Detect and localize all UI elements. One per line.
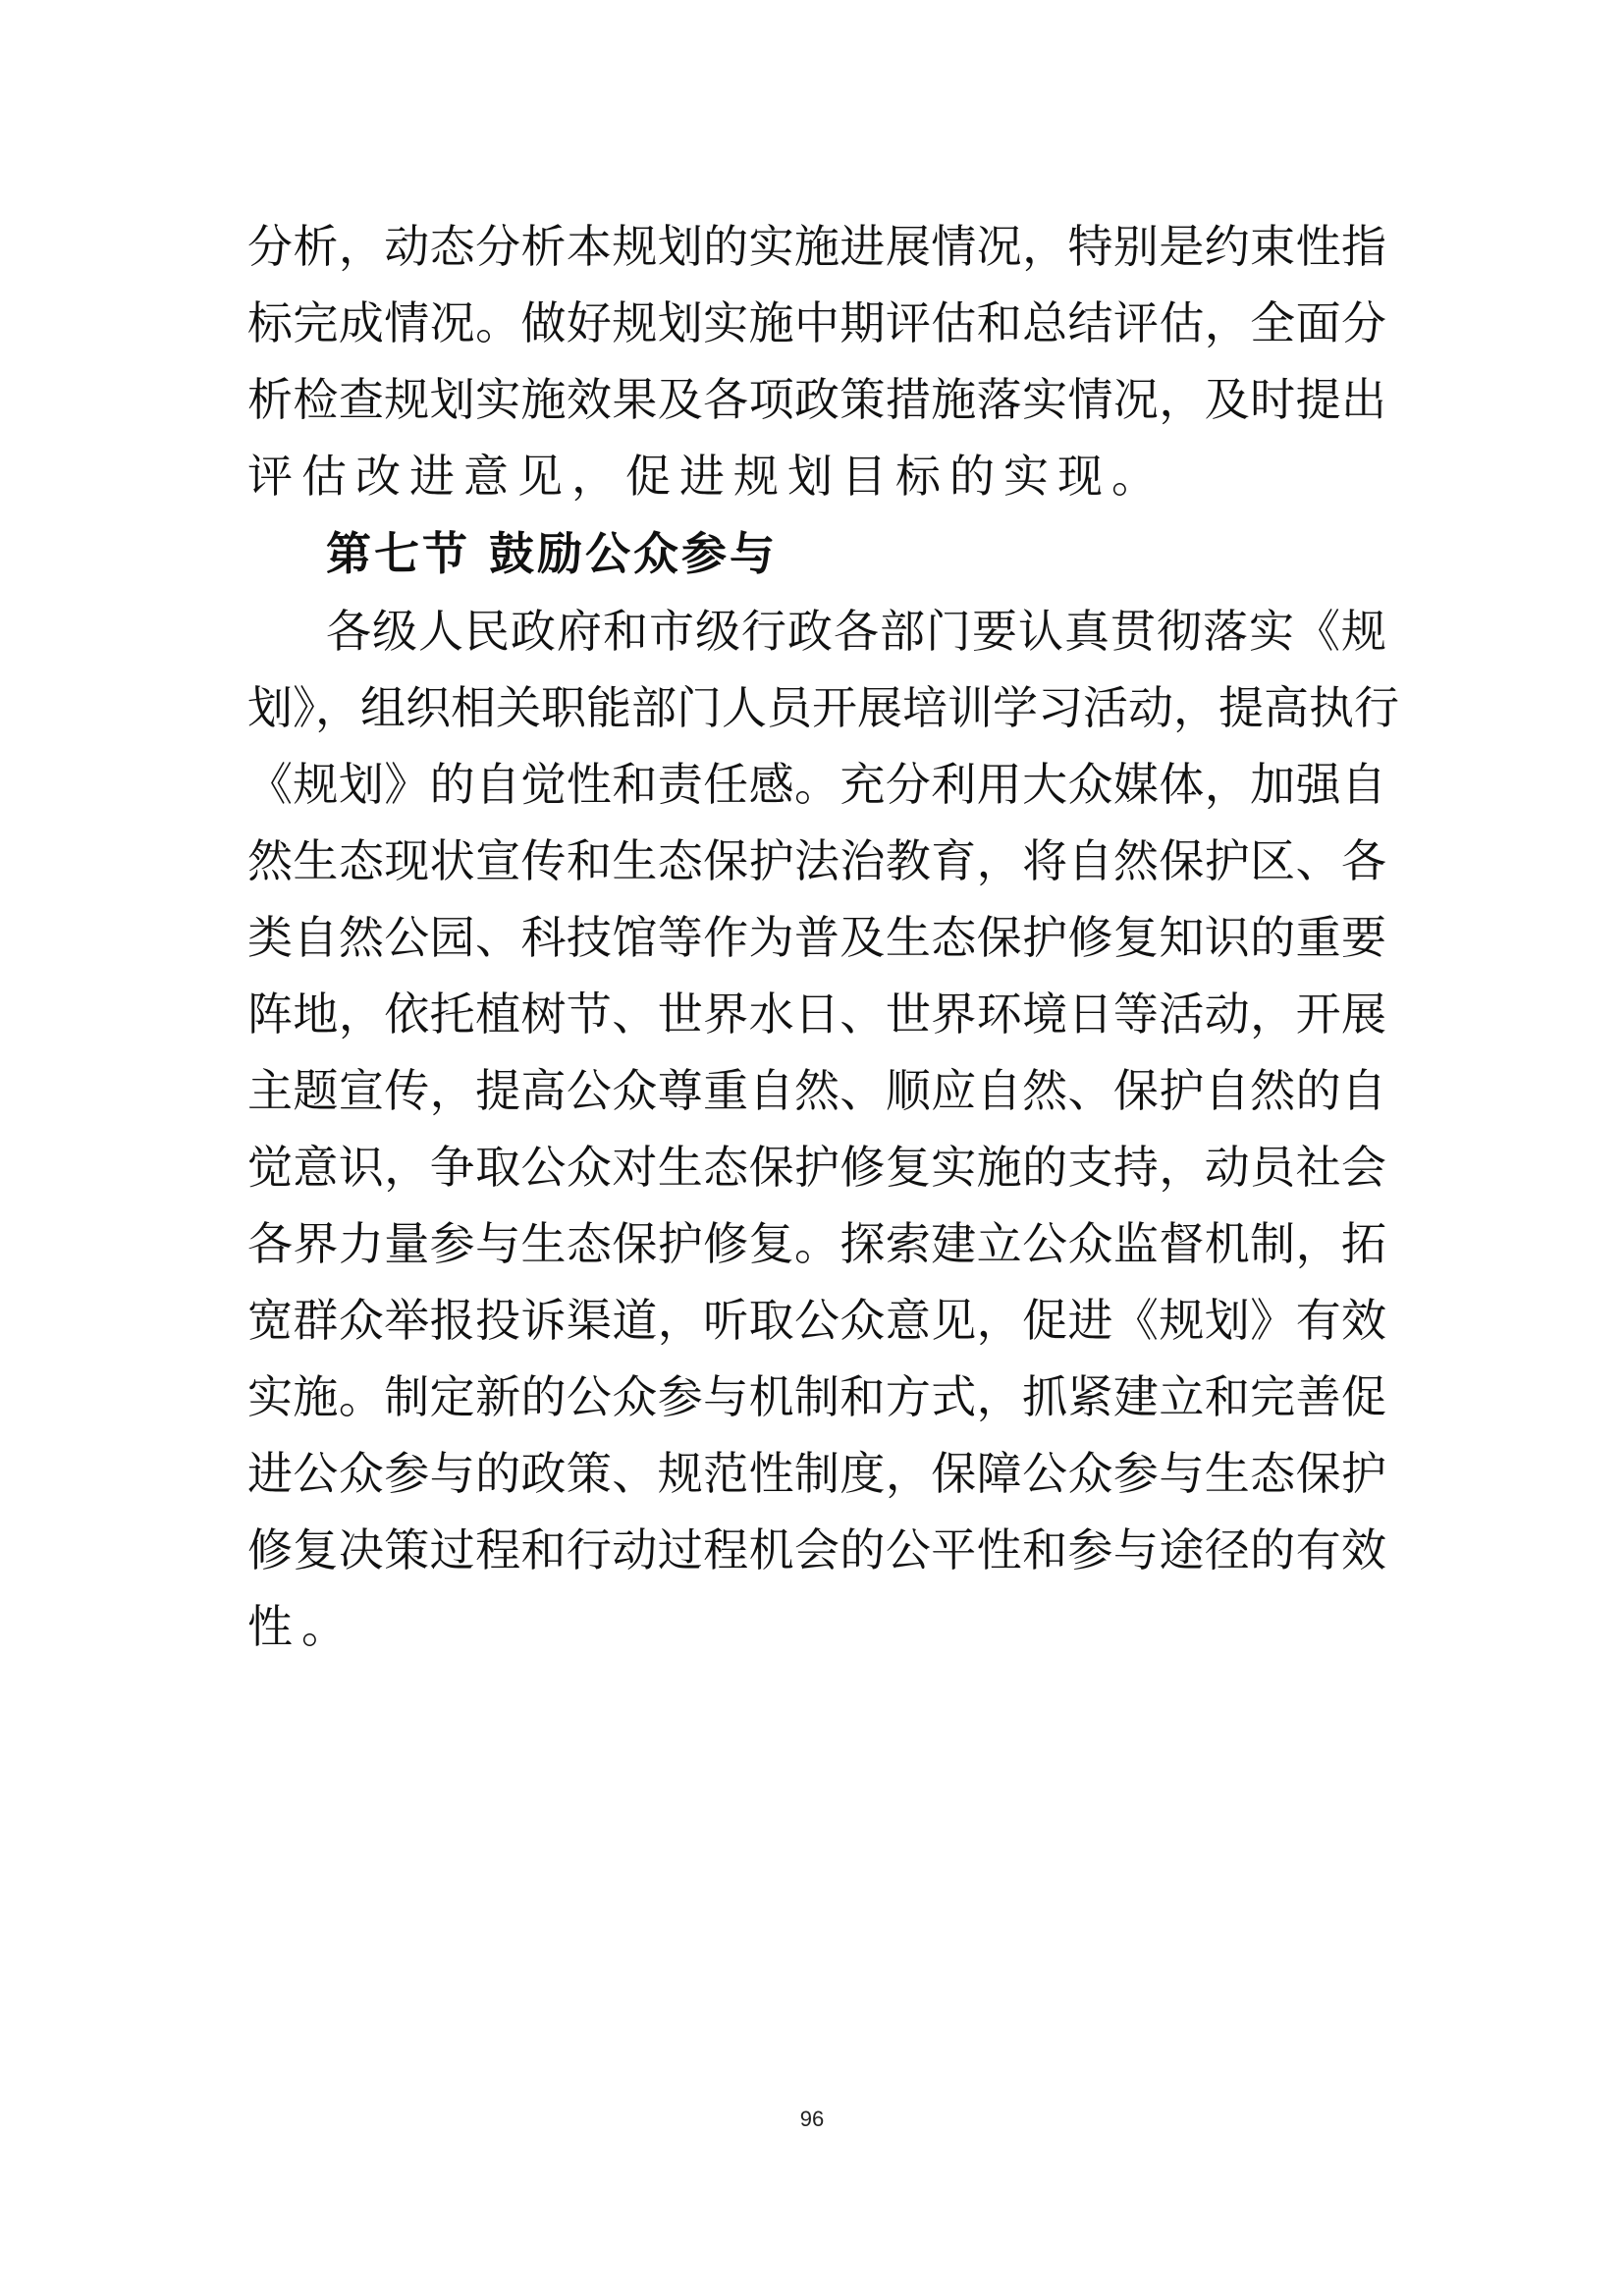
- paragraph-line: 各级人民政府和市级行政各部门要认真贯彻落实《规: [326, 605, 1386, 658]
- paragraph-line: 阵地，依托植树节、世界水日、世界环境日等活动，开展: [247, 988, 1386, 1041]
- page-number: 96: [799, 2107, 825, 2131]
- paragraph-line: 分析，动态分析本规划的实施进展情况，特别是约束性指: [247, 220, 1386, 273]
- body-text: [247, 208, 1399, 1665]
- paragraph-line: 修复决策过程和行动过程机会的公平性和参与途径的有效: [247, 1523, 1386, 1576]
- paragraph-line: 《规划》的自觉性和责任感。充分利用大众媒体，加强自: [247, 758, 1386, 811]
- paragraph-line: 标完成情况。做好规划实施中期评估和总结评估，全面分: [247, 296, 1386, 349]
- paragraph-line: 各界力量参与生态保护修复。探索建立公众监督机制，拓: [247, 1217, 1386, 1270]
- paragraph-line: 析检查规划实施效果及各项政策措施落实情况，及时提出: [247, 373, 1386, 426]
- paragraph-line: 类自然公园、科技馆等作为普及生态保护修复知识的重要: [247, 911, 1386, 964]
- paragraph-line: 主题宣传，提高公众尊重自然、顺应自然、保护自然的自: [247, 1064, 1386, 1117]
- paragraph-line: 性。: [247, 1600, 355, 1653]
- paragraph-public-participation: [247, 593, 1399, 1665]
- paragraph-line: 宽群众举报投诉渠道，听取公众意见，促进《规划》有效: [247, 1294, 1386, 1347]
- paragraph-line: 觉意识，争取公众对生态保护修复实施的支持，动员社会: [247, 1141, 1386, 1194]
- paragraph-line: 划》，组织相关职能部门人员开展培训学习活动，提高执行: [247, 681, 1399, 734]
- paragraph-line: 然生态现状宣传和生态保护法治教育，将自然保护区、各: [247, 834, 1386, 887]
- paragraph-evaluation: [247, 208, 1386, 514]
- paragraph-line: 评估改进意见，促进规划目标的实现。: [247, 450, 1165, 503]
- paragraph-line: 进公众参与的政策、规范性制度，保障公众参与生态保护: [247, 1447, 1386, 1500]
- section-heading: 第七节 鼓励公众参与: [326, 527, 779, 580]
- paragraph-line: 实施。制定新的公众参与机制和方式，抓紧建立和完善促: [247, 1370, 1386, 1423]
